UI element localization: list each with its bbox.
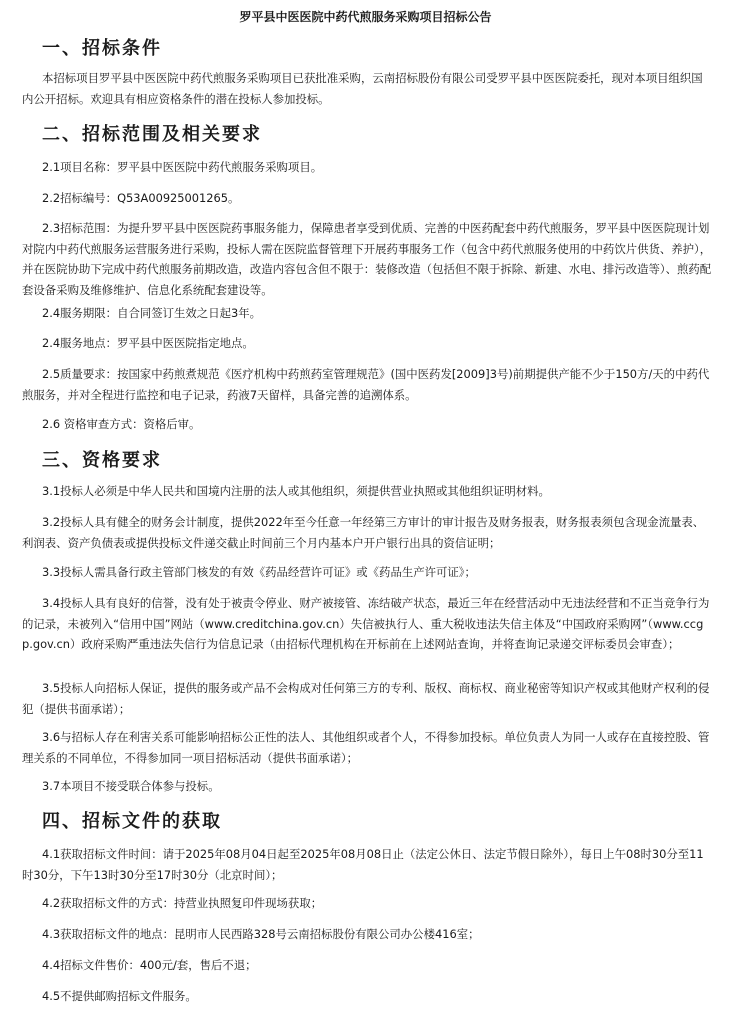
paragraph-4-3: 4.3获取招标文件的地点：昆明市人民西路328号云南招标股份有限公司办公楼416室； — [42, 927, 480, 941]
paragraph-2-6: 2.6 资格审查方式：资格后审。 — [42, 417, 201, 431]
paragraph-4-2: 4.2获取招标文件的方式：持营业执照复印件现场获取； — [42, 896, 323, 910]
paragraph-3-7: 3.7本项目不接受联合体参与投标。 — [42, 779, 220, 793]
section-heading-qualifications: 三、资格要求 — [42, 450, 162, 471]
paragraph: 本招标项目罗平县中医医院中药代煎服务采购项目已获批准采购，云南招标股份有限公司受罗平县中医医院委托，现对本项目组织国内公开招标。欢迎具有相应资格条件的潜在投标人参加投标。 — [22, 71, 703, 106]
paragraph-2-4-term: 2.4服务期限：自合同签订生效之日起3年。 — [42, 306, 262, 320]
paragraph-3-1: 3.1投标人必须是中华人民共和国境内注册的法人或其他组织，须提供营业执照或其他组织证明材料。 — [42, 484, 550, 498]
paragraph-3-4: 3.4投标人具有良好的信誉，没有处于被责令停业、财产被接管、冻结破产状态，最近三年在经营活动中无违法经营和不正当竞争行为的记录，未被列入“信用中国”网站（www.creditchina.gov.cn）失信被执行人、重大税收违法失信主体及“中国政府采购网”（www.ccgp.gov.cn）政府采购严重违法失信行为信息记录（由招标代理机构在开标前在上述网站查询，并将查询记录递交评标委员会审查）； — [22, 596, 710, 651]
paragraph-2-3: 2.3招标范围：为提升罗平县中医医院药事服务能力，保障患者享受到优质、完善的中医药配套中药代煎服务，罗平县中医医院现计划对院内中药代煎服务运营服务进行采购，投标人需在医院监督管理下开展药事服务工作（包含中药代煎服务使用的中药饮片供货、养护），并在医院协助下完成中药代煎服务前期改造，改造内容包含但不限于：装修改造（包括但不限于拆除、新建、水电、排污改造等）、煎药配套设备采购及维修维护、信息化系统配套建设等。 — [22, 221, 712, 297]
section-heading-bidding-conditions: 一、招标条件 — [42, 38, 162, 59]
paragraph-4-1: 4.1获取招标文件时间：请于2025年08月04日起至2025年08月08日止（法定公休日、法定节假日除外），每日上午08时30分至11时30分，下午13时30分至17时30分（北京时间）； — [22, 847, 704, 882]
section-heading-obtain-documents: 四、招标文件的获取 — [42, 811, 222, 832]
paragraph-2-5: 2.5质量要求：按国家中药煎煮规范《医疗机构中药煎药室管理规范》(国中医药发[2009]3号)前期提供产能不少于150方/天的中药代煎服务，并对全程进行监控和电子记录，药液7天留样，具备完善的追溯体系。 — [22, 367, 710, 402]
paragraph-4-5: 4.5不提供邮购招标文件服务。 — [42, 989, 197, 1003]
paragraph-3-3: 3.3投标人需具备行政主管部门核发的有效《药品经营许可证》或《药品生产许可证》； — [42, 565, 476, 579]
document-title: 罗平县中医医院中药代煎服务采购项目招标公告 — [239, 10, 492, 24]
paragraph-2-2: 2.2招标编号：Q53A00925001265。 — [42, 191, 240, 205]
paragraph-3-2: 3.2投标人具有健全的财务会计制度，提供2022年至今任意一年经第三方审计的审计报告及财务报表，财务报表须包含现金流量表、利润表、资产负债表或提供投标文件递交截止时间前三个月内基本户开户银行出具的资信证明； — [22, 515, 705, 550]
paragraph-4-4: 4.4招标文件售价：400元/套，售后不退； — [42, 958, 257, 972]
paragraph-3-6: 3.6与招标人存在利害关系可能影响招标公正性的法人、其他组织或者个人，不得参加投标。单位负责人为同一人或存在直接控股、管理关系的不同单位，不得参加同一项目招标活动（提供书面承诺）； — [22, 730, 710, 765]
section-heading-scope-requirements: 二、招标范围及相关要求 — [42, 124, 262, 145]
paragraph-3-5: 3.5投标人向招标人保证，提供的服务或产品不会构成对任何第三方的专利、版权、商标权、商业秘密等知识产权或其他财产权利的侵犯（提供书面承诺）； — [22, 681, 710, 716]
paragraph-2-4-location: 2.4服务地点：罗平县中医医院指定地点。 — [42, 336, 254, 350]
paragraph-2-1: 2.1项目名称：罗平县中医医院中药代煎服务采购项目。 — [42, 160, 323, 174]
